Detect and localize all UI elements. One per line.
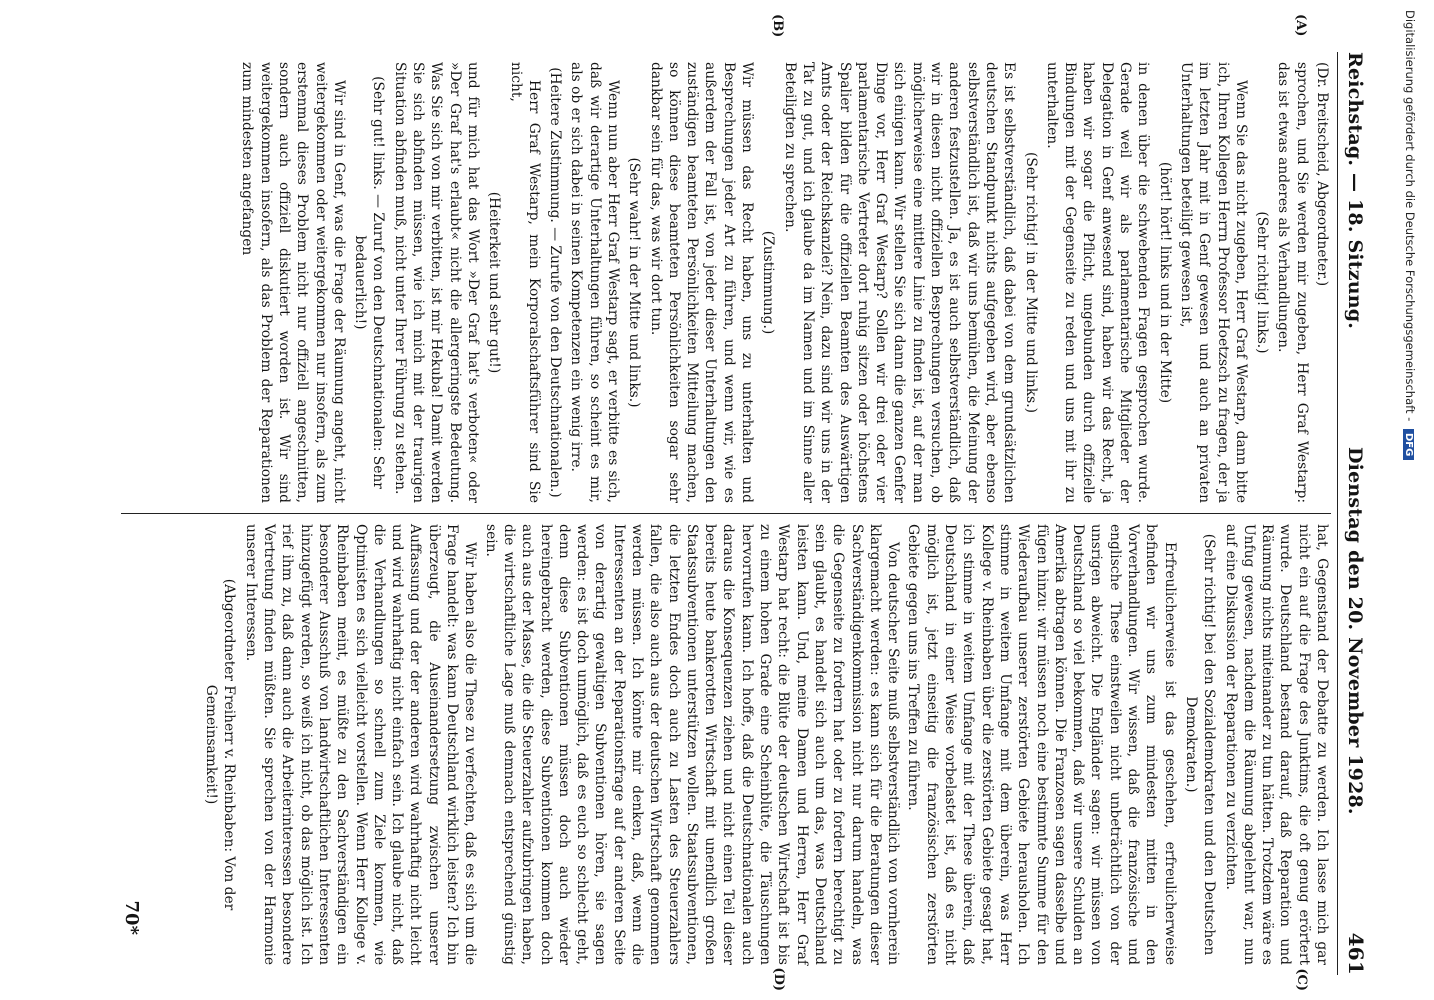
dfg-logo-icon: DFG [1403,429,1414,460]
paragraph: Wir haben also die These zu verfechten, daß es sich um die Frage handelt: was kann Deutschland wirklich leisten? Ich bin überzeugt, die Auseinandersetzung zwischen unserer Auffassung und der der anderen wird wahrhaftig nicht leicht und wird wahrhaftig nicht einfach sein. Ich glaube nicht, daß die Verhandlungen so schnell zum Ziele kommen, wie Optimisten es sich vielleicht vorstellen. Wenn Herr Kollege v. Rheinbaben meint, es müßte zu den Sachverständigen ein besonderer Ausschuß von landwirtschaftlichen Interessenten hinzugefügt werden, so weiß ich nicht, ob das möglich ist. Ich rief ihm zu, daß dann auch die Arbeiterinteressen besondere Vertretung finden müßten. Sie sprechen von der Harmonie unserer Interessen. [242,524,479,965]
paragraph: und für mich hat das Wort »Der Graf hat's verboten« oder »Der Graf hat's erlaubt« nicht die allergeringste Bedeutung. Was Sie sich von mir verbitten, ist mir Hekuba! Damit werden Sie sich abfinden müssen, wie ich mich mit der traurigen Situation abfinden muß, nicht unter Ihrer Führung zu stehen. [391,62,481,503]
column-left [121,14,1331,513]
interjection: (Sehr richtig! bei den Sozialdemokraten und den Deutschen Demokraten.) [1182,533,1218,956]
digitization-credit [1403,10,1417,990]
paragraph: in denen über die schwebenden Fragen gesprochen wurde. Gerade weil wir als parlamentarische Mitglieder der Delegation in Genf anwesend sind, haben wir das Recht, ja haben wir sogar die Pflicht, ungebunden durch offizielle Bindungen mit der Gegenseite zu reden und uns mit ihr zu unterhalten. [1043,62,1152,503]
interjection: (Zustimmung.) [760,230,777,335]
paragraph: Herr Graf Westarp, mein Korporalschaftsführer sind Sie nicht, [507,62,542,503]
interjection: (Heiterkeit und sehr gut!) [486,191,503,374]
paragraph: Erfreulicherweise ist das geschehen, erfreulicherweise befinden wir uns zum mindesten mitten in den Vorverhandlungen. Wir wissen, daß die französische und englische These einstweilen nicht unbeträchtlich von der unsrigen abweicht. Die Engländer sagen: wir müssen von Deutschland so viel bekommen, daß wir unsere Schulden an Amerika abtragen können. Die Franzosen sagen dasselbe und fügen hinzu: wir müssen noch eine bestimmte Summe für den Wiederaufbau unserer zerstörten Gebiete herausholen. Ich stimme in weitem Umfange mit dem überein, was Herr Kollege v. Rheinbaben über die zerstörten Gebiete gesagt hat, ich stimme in weitem Umfange mit der These überein, daß Deutschland in einer Weise vorbelastet ist, daß es nicht möglich ist, jetzt einseitig die französischen zerstörten Gebiete gegen uns ins Treffen zu führen. [905,524,1178,965]
margin-mark-b: (B) [770,14,785,38]
paragraph: Es ist selbstverständlich, daß dabei von dem grundsätzlichen deutschen Standpunkt nichts aufgegeben wird, aber ebenso selbstverständlich ist, daß wir uns bemühen, die Meinung der anderen festzustellen. Ja, es ist auch selbstverständlich, daß wir in diesen nicht offiziellen Besprechungen versuchen, ob möglicherweise eine mittlere Linie zu finden ist, auf der man sich einigen kann. Wir stellen Sie sich dann die ganzen Genfer Dinge vor, Herr Graf Westarp? Sollen wir drei oder vier parlamentarische Vertreter dort ruhig sitzen oder höchstens Spalier bilden für die offiziellen Beamten des Auswärtigen Amts oder der Reichskanzlei? Nein, dazu sind wir uns in der Tat zu gut, und ich glaube da im Namen und im Sinne aller Beteiligten zu sprechen. [781,62,1018,503]
paragraph: Wir müssen das Recht haben, uns zu unterhalten und Besprechungen jeder Art zu führen, und wenn wir, wie es außerdem der Fall ist, von jeder dieser Unterhaltungen den zuständigen beamteten Persönlichkeiten Mitteilung machen, so können diese beamteten Persönlichkeiten sogar sehr dankbar sein für das, was wir dort tun. [647,62,756,503]
paragraph: Wenn Sie das nicht zugeben, Herr Graf Westarp, dann bitte ich, Ihren Kollegen Herrn Professor Hoetzsch zu fragen, der ja im letzten Jahr mit in Genf gewesen und auch an privaten Unterhaltungen beteiligt gewesen ist, [1177,62,1249,503]
margin-mark-a: (A) [1293,14,1308,37]
interjection: (hört! hört! links und in der Mitte) [1156,161,1173,404]
column-right [121,513,1331,975]
interjection: (Sehr wahr! in der Mitte und links.) [626,157,643,408]
page-number: 461 [1344,932,1368,975]
paragraph: Wenn nun aber Herr Graf Westarp sagt, er verbitte es sich, daß wir derartige Unterhaltungen führen, so scheint es mir, als ob er sich dabei in seinen Kompetenzen ein wenig irre. [568,62,622,503]
signature-number: 70* [121,900,142,935]
interjection: (Heitere Zustimmung. — Zurufe von den Deutschnationalen.) [547,67,564,498]
speaker-line: (Dr. Breitscheid, Abgeordneter.) [1314,62,1330,287]
interjection: (Sehr gut! links. — Zuruf von den Deutschnationalen: Sehr bedauerlich!) [352,76,387,489]
margin-mark-c: (C) [1294,968,1309,991]
text-columns [121,14,1331,991]
paragraph: hat, Gegenstand der Debatte zu werden. Ich lasse mich gar nicht ein auf die Frage des Junktims, die oft genug erörtert wurde. Deutschland bestand darauf, daß Reparation und Räumung nichts miteinander zu tun hätten. Trotzdem wäre es Unfug gewesen, nachdem die Räumung abgelehnt war, nun auf eine Diskussion der Reparationen zu verzichten. [1222,524,1330,965]
document-page [78,8,1368,993]
interjection: (Abgeordneter Freiherr v. Rheinbaben: Von der Gemeinsamkeit!) [203,578,238,911]
running-header [1337,52,1368,975]
margin-mark-d: (D) [771,967,786,991]
interjection: (Sehr richtig! in der Mitte und links.) [1022,152,1039,413]
paragraph: Von deutscher Seite muß selbstverständlich von vornherein klargemacht werden: es kann sich für die Beratungen dieser Sachverständigenkommission nicht nur darum handeln, was die Gegenseite zu fordern hat oder zu fordern berechtigt zu sein glaubt, es handelt sich auch um das, was Deutschland leisten kann. Und, meine Damen und Herren, Herr Graf Westarp hat recht: die Blüte der deutschen Wirtschaft ist bis zu einem hohen Grade eine Scheinblüte, die Täuschungen hervorrufen kann. Ich hoffe, daß die Deutschnationalen auch daraus die Konsequenzen ziehen und nicht einen Teil dieser bereits heute bankerotten Wirtschaft mit unendlich großen Staatssubventionen unterstützen wollen. Staatssubventionen, die letzten Endes doch auch zu Lasten des Steuerzahlers fallen, die also auch aus der deutschen Wirtschaft genommen werden müssen. Ich könnte mir denken, daß, wenn die Interessenten an der Reparationsfrage auf der anderen Seite von derartig gewaltigen Subventionen hören, sie sagen werden: es ist doch unmöglich, daß es euch so schlecht geht, denn diese Subventionen müssen doch auch wieder hereingebracht werden, diese Subventionen kommen doch auch aus der Masse, die die Steuerzahler aufzubringen haben, die wirtschaftliche Lage muß demnach entsprechend günstig sein. [482,524,902,965]
interjection: (Sehr richtig! links.) [1254,211,1271,354]
credit-text: Digitalisierung gefördert durch die Deutsche Forschungsgemeinschaft - [1403,10,1417,422]
header-date: Dienstag den 20. November 1928. [1344,447,1366,815]
header-left: Reichstag. — 18. Sitzung. [1344,52,1366,330]
paragraph: sprochen, und Sie werden mir zugeben, Herr Graf Westarp: das ist etwas anderes als Verhandlungen. [1275,62,1310,503]
paragraph: Wir sind in Genf, was die Frage der Räumung angeht, nicht weitergekommen oder weitergekommen nur insofern, als zum erstenmal dieses Problem nicht nur offiziell angeschnitten, sondern auch offiziell diskutiert worden ist. Wir sind weitergekommen insofern, als das Problem der Reparationen zum mindesten angefangen [239,62,347,503]
